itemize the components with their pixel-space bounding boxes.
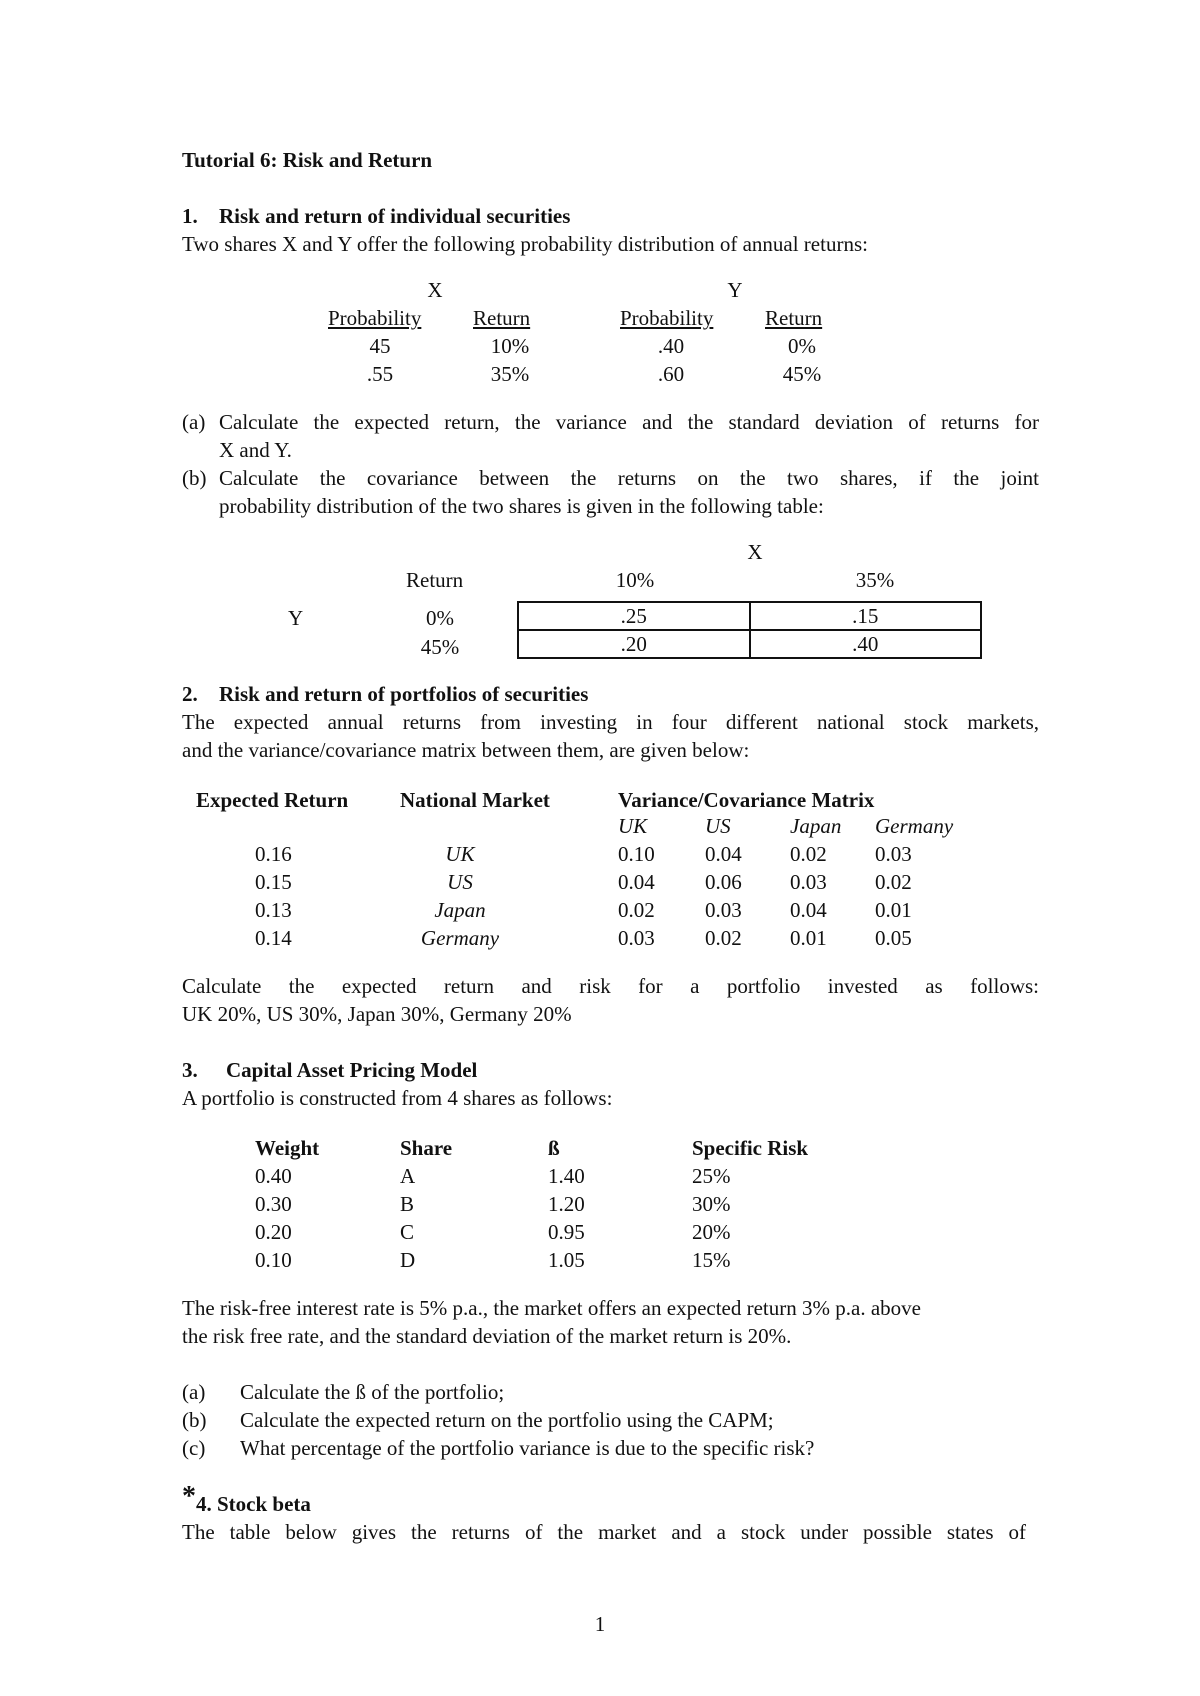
- joint-y-label: Y: [288, 606, 304, 630]
- page-title: Tutorial 6: Risk and Return: [182, 148, 433, 172]
- q3-beta: 0.95: [548, 1220, 585, 1244]
- q2-market: US: [447, 870, 473, 894]
- q3-intro: A portfolio is constructed from 4 shares as follows:: [182, 1086, 613, 1110]
- q2-matrix-col-japan: Japan: [790, 814, 842, 838]
- joint-probability-table: [517, 601, 982, 659]
- q1-b-line1: Calculate the covariance between the returns on the two shares, if the joint: [219, 466, 1039, 490]
- q1-y-col-probability: Probability: [620, 306, 714, 330]
- q2-task-line1: Calculate the expected return and risk for a portfolio invested as follows:: [182, 974, 1039, 998]
- q3-specific: 30%: [692, 1192, 731, 1216]
- joint-x-label: X: [747, 540, 763, 564]
- q2-er: 0.15: [255, 870, 292, 894]
- q1-x-ret-1: 10%: [490, 334, 530, 358]
- table-row: [518, 630, 981, 658]
- q3-b-text: Calculate the expected return on the portfolio using the CAPM;: [240, 1408, 774, 1432]
- q2-cov: 0.02: [618, 898, 655, 922]
- q2-line1: The expected annual returns from investing in four different national stock markets,: [182, 710, 1039, 734]
- q3-share: B: [400, 1192, 415, 1216]
- q2-market: Germany: [420, 926, 500, 950]
- q2-cov: 0.03: [875, 842, 912, 866]
- q2-line2: and the variance/covariance matrix between them, are given below:: [182, 738, 750, 762]
- q2-cov: 0.01: [790, 926, 827, 950]
- q1-b-marker: (b): [182, 466, 207, 490]
- joint-cell: .40: [750, 630, 982, 658]
- q3-share: C: [400, 1220, 415, 1244]
- joint-cell: .25: [518, 602, 750, 630]
- joint-return-label: Return: [406, 568, 464, 592]
- q1-y-prob-1: .40: [657, 334, 685, 358]
- q2-er: 0.13: [255, 898, 292, 922]
- q2-number: 2.: [182, 682, 198, 706]
- q1-y-label: Y: [727, 278, 743, 302]
- joint-cell: .15: [750, 602, 982, 630]
- joint-y-row-45: 45%: [420, 635, 460, 659]
- q1-x-prob-1: 45: [369, 334, 391, 358]
- q3-b-marker: (b): [182, 1408, 207, 1432]
- q3-specific: 25%: [692, 1164, 731, 1188]
- q2-task-line2: UK 20%, US 30%, Japan 30%, Germany 20%: [182, 1002, 572, 1026]
- q2-cov: 0.05: [875, 926, 912, 950]
- q2-market: UK: [445, 842, 475, 866]
- q2-cov: 0.02: [790, 842, 827, 866]
- q1-y-col-return: Return: [765, 306, 823, 330]
- q1-x-prob-2: .55: [366, 362, 394, 386]
- q2-er: 0.14: [255, 926, 292, 950]
- q3-col-beta: ß: [548, 1136, 560, 1160]
- q2-market: Japan: [434, 898, 486, 922]
- q3-text-line1: The risk-free interest rate is 5% p.a., the market offers an expected return 3% p.a. above: [182, 1296, 921, 1320]
- q3-weight: 0.20: [255, 1220, 292, 1244]
- q3-beta: 1.05: [548, 1248, 585, 1272]
- q2-matrix-col-germany: Germany: [875, 814, 954, 838]
- q1-y-ret-2: 45%: [782, 362, 822, 386]
- q3-share: A: [400, 1164, 416, 1188]
- q2-cov: 0.04: [705, 842, 742, 866]
- q3-specific: 15%: [692, 1248, 731, 1272]
- q1-b-line2: probability distribution of the two shares is given in the following table:: [219, 494, 824, 518]
- q1-x-label: X: [427, 278, 443, 302]
- q1-x-col-return: Return: [473, 306, 531, 330]
- q1-heading: Risk and return of individual securities: [219, 204, 571, 228]
- q1-a-marker: (a): [182, 410, 206, 434]
- q2-col-market: National Market: [400, 788, 550, 812]
- q3-number: 3.: [182, 1058, 198, 1082]
- q2-cov: 0.04: [618, 870, 655, 894]
- q3-a-marker: (a): [182, 1380, 206, 1404]
- q1-y-prob-2: .60: [657, 362, 685, 386]
- q2-cov: 0.10: [618, 842, 655, 866]
- q2-col-matrix: Variance/Covariance Matrix: [618, 788, 875, 812]
- q1-a-line2: X and Y.: [219, 438, 292, 462]
- q2-matrix-col-us: US: [705, 814, 731, 838]
- q3-c-marker: (c): [182, 1436, 206, 1460]
- q3-col-specific: Specific Risk: [692, 1136, 809, 1160]
- q3-beta: 1.20: [548, 1192, 585, 1216]
- q1-y-ret-1: 0%: [788, 334, 816, 358]
- q3-weight: 0.30: [255, 1192, 292, 1216]
- q3-share: D: [400, 1248, 416, 1272]
- q1-x-col-probability: Probability: [328, 306, 422, 330]
- q2-cov: 0.06: [705, 870, 742, 894]
- joint-y-row-0: 0%: [426, 606, 454, 630]
- q1-x-ret-2: 35%: [490, 362, 530, 386]
- q2-cov: 0.01: [875, 898, 912, 922]
- q1-number: 1.: [182, 204, 198, 228]
- q2-cov: 0.03: [790, 870, 827, 894]
- q2-matrix-col-uk: UK: [618, 814, 648, 838]
- q2-cov: 0.03: [618, 926, 655, 950]
- q4-text: The table below gives the returns of the market and a stock under possible states of: [182, 1520, 1026, 1544]
- q3-col-share: Share: [400, 1136, 453, 1160]
- q2-cov: 0.02: [705, 926, 742, 950]
- q2-cov: 0.03: [705, 898, 742, 922]
- q2-er: 0.16: [255, 842, 292, 866]
- table-row: [518, 602, 981, 630]
- q1-a-line1: Calculate the expected return, the variance and the standard deviation of returns for: [219, 410, 1039, 434]
- joint-cell: .20: [518, 630, 750, 658]
- page-number: 1: [594, 1612, 606, 1636]
- q3-specific: 20%: [692, 1220, 731, 1244]
- q2-col-expected: Expected Return: [196, 788, 349, 812]
- q3-text-line2: the risk free rate, and the standard deviation of the market return is 20%.: [182, 1324, 792, 1348]
- q3-c-text: What percentage of the portfolio variance is due to the specific risk?: [240, 1436, 815, 1460]
- q4-heading: 4. Stock beta: [196, 1492, 311, 1516]
- q3-weight: 0.40: [255, 1164, 292, 1188]
- q3-beta: 1.40: [548, 1164, 585, 1188]
- joint-x-col-10: 10%: [615, 568, 655, 592]
- q3-a-text: Calculate the ß of the portfolio;: [240, 1380, 505, 1404]
- q4-star: *: [182, 1481, 196, 1512]
- q2-heading: Risk and return of portfolios of securities: [219, 682, 589, 706]
- q2-cov: 0.04: [790, 898, 827, 922]
- q3-col-weight: Weight: [255, 1136, 320, 1160]
- q2-cov: 0.02: [875, 870, 912, 894]
- joint-x-col-35: 35%: [855, 568, 895, 592]
- q3-weight: 0.10: [255, 1248, 292, 1272]
- q1-intro: Two shares X and Y offer the following probability distribution of annual returns:: [182, 232, 868, 256]
- q3-heading: Capital Asset Pricing Model: [226, 1058, 478, 1082]
